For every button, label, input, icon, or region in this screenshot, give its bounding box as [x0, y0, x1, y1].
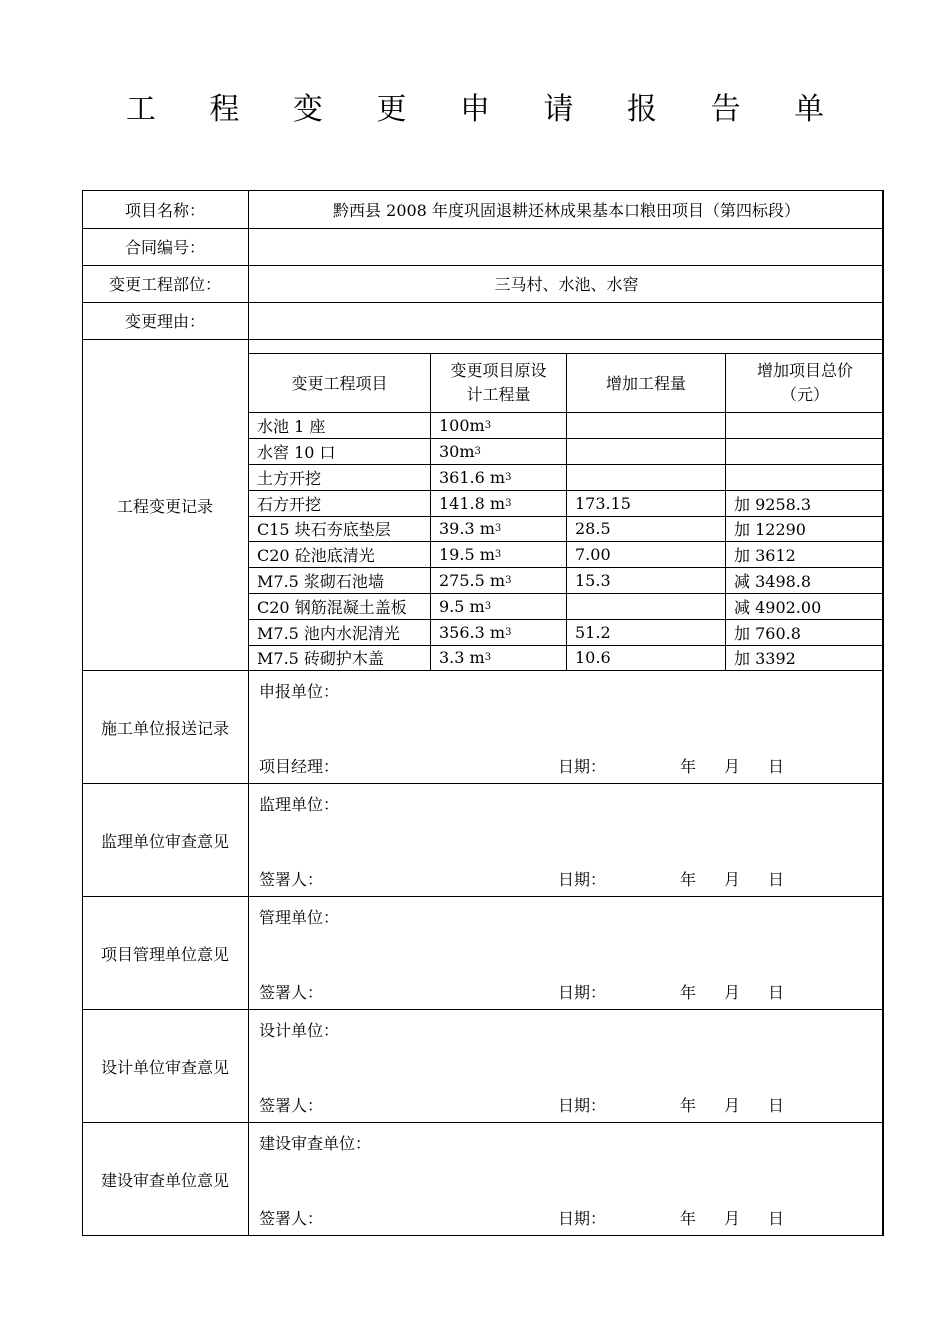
row-design-quantity	[431, 413, 566, 438]
contract-number-label: 合同编号：	[124, 238, 205, 257]
row-item	[249, 541, 430, 567]
col-header-design-line2: 计工程量	[466, 384, 531, 404]
change-location-value: 三马村、水池、水窖	[494, 275, 639, 294]
row-added-total	[726, 516, 884, 541]
cubic-unit-superscript: 3	[484, 652, 492, 663]
project-name-label: 项目名称：	[124, 200, 205, 220]
row-added-total	[726, 619, 884, 645]
row-added-quantity	[567, 464, 725, 490]
row-design-quantity	[431, 464, 566, 490]
row-item-text: 土方开挖	[257, 468, 322, 488]
row-item	[249, 490, 430, 516]
row-added-total-text: 加 3392	[734, 649, 796, 668]
row-item-text: M7.5 浆砌石池墙	[257, 571, 384, 591]
approval-date-label: 日期：	[558, 757, 607, 776]
approval-unit-label: 监理单位：	[259, 795, 340, 814]
contract-number-value	[249, 228, 884, 265]
row-added-quantity	[567, 438, 725, 464]
cubic-unit-superscript: 3	[494, 548, 502, 560]
approval-label: 设计单位审查意见	[100, 1057, 229, 1077]
row-added-total-text: 加 3612	[734, 545, 796, 565]
approval-date-label: 日期：	[558, 1209, 607, 1228]
row-added-quantity	[567, 619, 725, 645]
approval-signer-label: 项目经理：	[259, 757, 340, 776]
approval-month-label: 月	[724, 1209, 741, 1228]
row-design-quantity-text: 30m	[439, 441, 475, 461]
row-item	[249, 593, 430, 619]
approval-unit-label: 建设审查单位：	[259, 1134, 372, 1153]
row-design-quantity	[431, 516, 566, 541]
row-item-text: 石方开挖	[257, 494, 322, 514]
row-design-quantity-text: 19.5 m	[439, 544, 495, 564]
row-added-total-text: 减 4902.00	[734, 597, 822, 617]
row-added-quantity	[567, 490, 725, 516]
approval-day-label: 日	[768, 757, 785, 776]
approval-signer-label: 签署人：	[259, 1209, 324, 1228]
approval-month-label: 月	[724, 870, 741, 889]
project-name-value: 黔西县 2008 年度巩固退耕还林成果基本口粮田项目（第四标段）	[333, 200, 800, 220]
row-design-quantity-text: 361.6 m	[439, 467, 506, 487]
row-added-total	[726, 541, 884, 567]
row-added-total-text: 加 12290	[734, 520, 806, 539]
cubic-unit-superscript: 3	[505, 497, 512, 509]
cubic-unit-superscript: 3	[505, 471, 512, 483]
row-design-quantity	[431, 438, 566, 464]
row-added-quantity	[567, 645, 725, 670]
cubic-unit-superscript: 3	[505, 574, 512, 586]
row-item-text: C20 砼池底清光	[257, 545, 375, 565]
row-added-quantity-text: 15.3	[575, 570, 611, 590]
row-design-quantity	[431, 567, 566, 593]
row-added-total	[726, 413, 884, 438]
row-added-total-text: 加 760.8	[734, 623, 801, 643]
row-added-total	[726, 438, 884, 464]
row-item	[249, 619, 430, 645]
approval-label: 项目管理单位意见	[100, 944, 229, 964]
row-item-text: 水窖 10 口	[257, 442, 336, 462]
approval-year-label: 年	[680, 983, 697, 1002]
approval-day-label: 日	[768, 983, 785, 1002]
approval-year-label: 年	[680, 1209, 697, 1228]
row-item-text: C20 钢筋混凝土盖板	[257, 597, 407, 617]
approval-date-label: 日期：	[558, 1096, 607, 1115]
approval-signer-label: 签署人：	[259, 983, 324, 1002]
row-item-text: M7.5 池内水泥清光	[257, 623, 400, 643]
change-reason-value	[249, 302, 884, 339]
approval-unit-label: 申报单位：	[259, 682, 340, 701]
cubic-unit-superscript: 3	[484, 600, 492, 612]
col-header-total-line1: 增加项目总价	[756, 360, 853, 380]
col-header-total	[726, 353, 884, 412]
approval-signer-label: 签署人：	[259, 870, 324, 889]
row-item-text: C15 块石夯底垫层	[257, 520, 391, 539]
change-location-label: 变更工程部位：	[108, 275, 221, 294]
row-added-total	[726, 593, 884, 619]
col-header-design	[431, 353, 566, 412]
label-column-divider	[248, 190, 249, 1236]
cubic-unit-superscript: 3	[494, 523, 502, 534]
approval-label: 施工单位报送记录	[100, 718, 229, 738]
row-added-quantity-text: 7.00	[575, 544, 611, 564]
row-design-quantity-text: 3.3 m	[439, 648, 485, 667]
row-added-quantity-text: 173.15	[575, 493, 631, 513]
row-design-quantity-text: 9.5 m	[439, 596, 485, 616]
row-design-quantity-text: 356.3 m	[439, 622, 506, 642]
row-added-quantity	[567, 516, 725, 541]
change-record-label: 工程变更记录	[116, 496, 213, 516]
row-item	[249, 413, 430, 438]
row-item	[249, 438, 430, 464]
row-added-total	[726, 490, 884, 516]
row-added-quantity	[567, 413, 725, 438]
row-design-quantity-text: 141.8 m	[439, 493, 506, 513]
approval-unit-label: 管理单位：	[259, 908, 340, 927]
row-added-quantity	[567, 593, 725, 619]
row-added-total	[726, 645, 884, 670]
document-title: 工 程 变 更 申 请 报 告 单	[125, 92, 847, 127]
cubic-unit-superscript: 3	[484, 420, 492, 431]
row-design-quantity	[431, 541, 566, 567]
approval-year-label: 年	[680, 757, 697, 776]
row-design-quantity	[431, 490, 566, 516]
approval-day-label: 日	[768, 870, 785, 889]
approval-label: 建设审查单位意见	[100, 1170, 229, 1190]
row-added-total-text: 减 3498.8	[734, 571, 812, 591]
col-header-design-line1: 变更项目原设	[450, 360, 547, 380]
approval-month-label: 月	[724, 983, 741, 1002]
row-design-quantity	[431, 619, 566, 645]
row-added-quantity-text: 51.2	[575, 622, 611, 642]
approval-day-label: 日	[768, 1209, 785, 1228]
row-item-text: M7.5 砖砌护木盖	[257, 649, 384, 668]
row-item	[249, 567, 430, 593]
approval-date-label: 日期：	[558, 870, 607, 889]
approval-date-label: 日期：	[558, 983, 607, 1002]
row-item-text: 水池 1 座	[257, 417, 326, 436]
approval-unit-label: 设计单位：	[259, 1021, 340, 1040]
row-added-quantity	[567, 567, 725, 593]
row-item	[249, 516, 430, 541]
row-item	[249, 645, 430, 670]
row-item	[249, 464, 430, 490]
approval-month-label: 月	[724, 1096, 741, 1115]
col-header-item: 变更工程项目	[291, 374, 388, 393]
approval-signer-label: 签署人：	[259, 1096, 324, 1115]
row-design-quantity	[431, 645, 566, 670]
cubic-unit-superscript: 3	[474, 445, 481, 457]
row-design-quantity-text: 100m	[439, 416, 485, 435]
row-added-quantity-text: 28.5	[575, 519, 611, 538]
row-added-quantity	[567, 541, 725, 567]
approval-year-label: 年	[680, 1096, 697, 1115]
approval-day-label: 日	[768, 1096, 785, 1115]
col-header-total-line2: （元）	[780, 384, 829, 404]
col-header-added: 增加工程量	[605, 374, 686, 393]
row-added-quantity-text: 10.6	[575, 648, 611, 667]
change-reason-label: 变更理由：	[124, 312, 205, 331]
row-design-quantity-text: 275.5 m	[439, 570, 506, 590]
approval-month-label: 月	[724, 757, 741, 776]
approval-year-label: 年	[680, 870, 697, 889]
row-added-total	[726, 567, 884, 593]
approval-label: 监理单位审查意见	[100, 831, 229, 851]
cubic-unit-superscript: 3	[505, 626, 512, 638]
row-added-total-text: 加 9258.3	[734, 494, 812, 514]
row-design-quantity	[431, 593, 566, 619]
row-added-total	[726, 464, 884, 490]
row-design-quantity-text: 39.3 m	[439, 519, 495, 538]
